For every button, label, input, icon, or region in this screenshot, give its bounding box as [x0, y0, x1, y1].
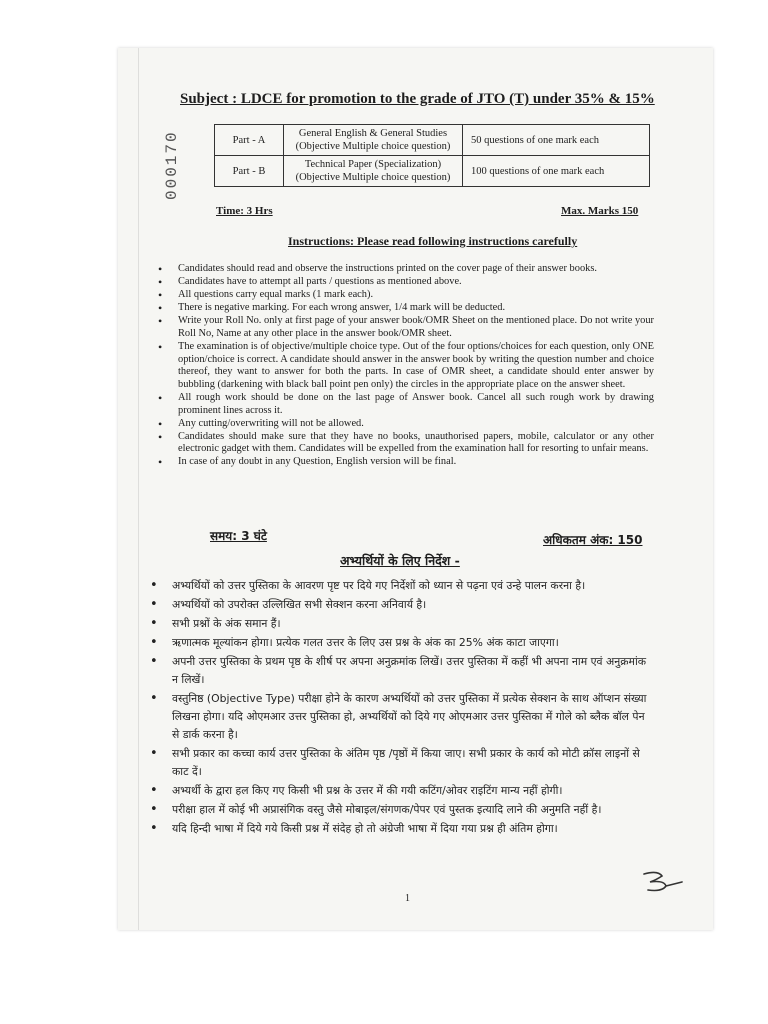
- hindi-instructions-title: अभ्यर्थियों के लिए निर्देश -: [340, 553, 460, 568]
- list-item: • सभी प्रश्नों के अंक समान हैं।: [152, 615, 652, 633]
- list-item: • The examination is of objective/multiple choice type. Out of the four options/choices for each question, only ONE option/choice is correct. A candidate should answer in the answer book by writing the question number and choice thereof, they want to answer for both the parts. In case of OMR sheet, a candidate should enter answer by bubbling (darkening with black ball point pen only) the circles in the appropriate place on the answer sheet.: [160, 341, 654, 391]
- time-label: Time: 3 Hrs: [216, 205, 273, 217]
- part-description: [284, 125, 463, 156]
- description-line: (Objective Multiple choice question): [295, 141, 451, 152]
- hindi-time-label: समय: 3 घंटे: [210, 529, 267, 543]
- part-marks: 100 questions of one mark each: [463, 156, 650, 187]
- page-number: 1: [405, 893, 410, 904]
- hindi-max-marks-label: अधिकतम अंक: 150: [543, 533, 643, 547]
- list-item: • There is negative marking. For each wrong answer, 1/4 mark will be deducted.: [160, 302, 654, 315]
- table-row: [215, 125, 650, 156]
- part-label: Part - A: [215, 125, 284, 156]
- list-item: • परीक्षा हाल में कोई भी अप्रासंगिक वस्तु जैसे मोबाइल/संगणक/पेपर एवं पुस्तक इत्यादि लाने की अनुमति नहीं है।: [152, 801, 652, 819]
- list-item: • अपनी उत्तर पुस्तिका के प्रथम पृष्ठ के शीर्ष पर अपना अनुक्रमांक लिखें। उत्तर पुस्तिका में कहीं भी अपना नाम एवं अनुक्रमांक न लिखें।: [152, 653, 652, 689]
- list-item: • अभ्यर्थियों को उपरोक्त उल्लिखित सभी सेक्शन करना अनिवार्य है।: [152, 596, 652, 614]
- list-item: • All questions carry equal marks (1 mark each).: [160, 289, 654, 302]
- list-item: • All rough work should be done on the last page of Answer book. Cancel all such rough work by drawing prominent lines across it.: [160, 392, 654, 417]
- list-item: • यदि हिन्दी भाषा में दिये गये किसी प्रश्न में संदेह हो तो अंग्रेजी भाषा में दिया गया प्रश्न ही अंतिम होगा।: [152, 820, 652, 838]
- part-description: [284, 156, 463, 187]
- list-item: • In case of any doubt in any Question, English version will be final.: [160, 456, 654, 469]
- list-item: • Candidates should read and observe the instructions printed on the cover page of their answer books.: [160, 263, 654, 276]
- description-line: General English & General Studies: [298, 128, 448, 139]
- list-item: • Any cutting/overwriting will not be allowed.: [160, 418, 654, 431]
- list-item: • Candidates should make sure that they have no books, unauthorised papers, mobile, calculator or any other electronic gadget with them. Candidates will be expelled from the examination hall for resorting to unfair means.: [160, 431, 654, 456]
- description-line: (Objective Multiple choice question): [295, 172, 451, 183]
- max-marks-label: Max. Marks 150: [561, 205, 639, 217]
- list-item: • Write your Roll No. only at first page of your answer book/OMR Sheet on the mentioned place. Do not write your Roll No, Name at any other place in the answer book/OMR sheet.: [160, 315, 654, 340]
- hindi-instructions-list: [152, 577, 652, 839]
- list-item: • Candidates have to attempt all parts / questions as mentioned above.: [160, 276, 654, 289]
- parts-table: [214, 124, 650, 187]
- list-item: • अभ्यर्थियों को उत्तर पुस्तिका के आवरण पृष्ट पर दिये गए निर्देशों को ध्यान से पढ़ना एवं उन्हे पालन करना है।: [152, 577, 652, 595]
- subject-heading: Subject : LDCE for promotion to the grade of JTO (T) under 35% & 15%: [180, 91, 655, 107]
- part-marks: 50 questions of one mark each: [463, 125, 650, 156]
- list-item: • ऋणात्मक मूल्यांकन होगा। प्रत्येक गलत उत्तर के लिए उस प्रश्न के अंक का 25% अंक काटा जाएगा।: [152, 634, 652, 652]
- handwritten-initial: [640, 868, 684, 901]
- list-item: • वस्तुनिष्ठ (Objective Type) परीक्षा होने के कारण अभ्यर्थियों को उत्तर पुस्तिका में प्रत्येक सेक्शन के साथ ऑप्शन संख्या लिखना होगा। यदि ओएमआर उत्तर पुस्तिका हो, अभ्यर्थियों को दिये गए ओएमआर उत्तर पुस्तिका में गोले को ब्लैक बॉल पेन से डार्क करना है।: [152, 690, 652, 744]
- list-item: • सभी प्रकार का कच्चा कार्य उत्तर पुस्तिका के अंतिम पृष्ठ /पृष्ठों में किया जाए। सभी प्रकार के कार्य को मोटी क्रॉस लाइनों से काट दें।: [152, 745, 652, 781]
- list-item: • अभ्यर्थी के द्वारा हल किए गए किसी भी प्रश्न के उत्तर में की गयी कटिंग/ओवर राइटिंग मान्य नहीं होगी।: [152, 782, 652, 800]
- instructions-title: Instructions: Please read following instructions carefully: [288, 234, 578, 248]
- serial-number: 000170: [163, 130, 181, 200]
- english-instructions-list: [160, 263, 654, 470]
- table-row: [215, 156, 650, 187]
- part-label: Part - B: [215, 156, 284, 187]
- description-line: Technical Paper (Specialization): [304, 159, 442, 170]
